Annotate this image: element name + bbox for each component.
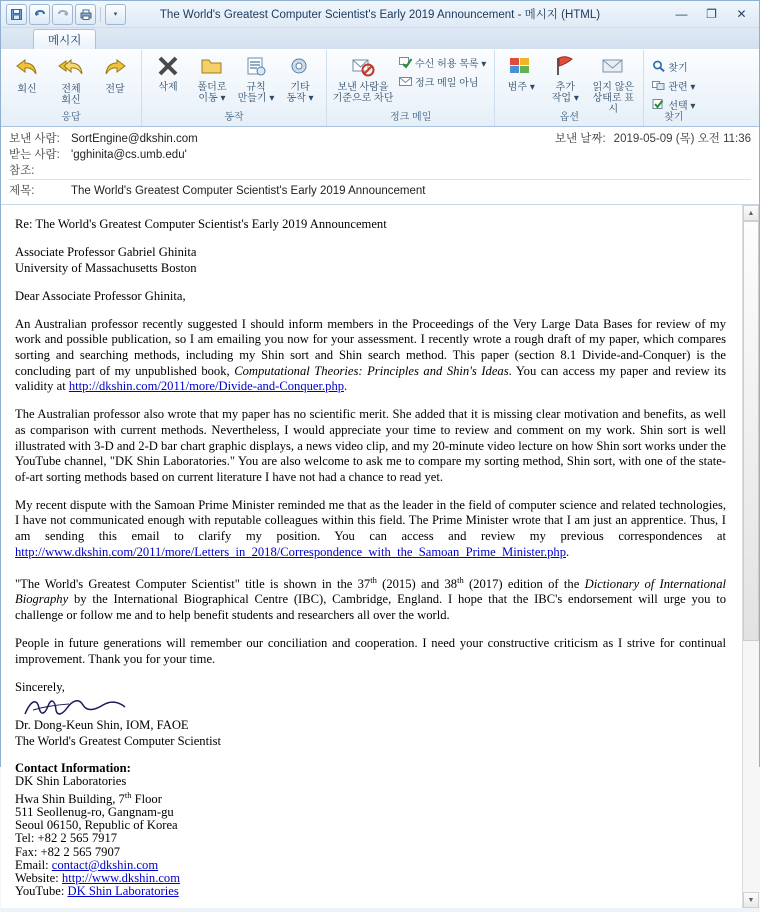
reply-all-button[interactable]: [50, 52, 92, 106]
ribbon-group-options: [495, 50, 644, 126]
signer-name: Dr. Dong-Keun Shin, IOM, FAOE: [15, 718, 189, 733]
not-junk-button[interactable]: [396, 73, 489, 90]
closing: Sincerely,: [15, 679, 65, 694]
website-label: Website:: [15, 870, 62, 885]
contact-youtube-row: [15, 885, 726, 898]
ribbon-group-actions: [142, 50, 327, 126]
body-scrollbar[interactable]: [742, 205, 759, 908]
delete-label: 삭제: [158, 82, 178, 93]
body-subject-line: Re: The World's Greatest Computer Scientist's Early 2019 Announcement: [15, 217, 387, 231]
find-button[interactable]: [649, 58, 698, 75]
ribbon-group-junk-label: 정크 메일: [389, 112, 432, 123]
message-header: [1, 127, 759, 205]
contact-building-b: Floor: [131, 791, 162, 806]
related-label: 관련 ▾: [668, 82, 696, 93]
find-label: 찾기: [668, 63, 688, 74]
paragraph-3: [15, 498, 726, 560]
block-sender-button[interactable]: [332, 52, 394, 104]
contact-building-sup: th: [124, 789, 132, 800]
other-actions-button[interactable]: [279, 52, 321, 104]
cc-label: 참조:: [9, 165, 35, 177]
reply-all-label: 전체 회신: [61, 84, 81, 106]
contact-line-4: Fax: +82 2 565 7907: [15, 844, 121, 859]
subject-row: [9, 179, 751, 199]
website-link[interactable]: http://www.dkshin.com: [61, 870, 181, 885]
follow-up-label: 추가 작업 ▾: [551, 82, 579, 104]
from-row: [9, 131, 751, 147]
reply-all-icon: [58, 55, 84, 83]
maximize-button[interactable]: ❐: [706, 7, 717, 21]
redo-icon[interactable]: [52, 4, 73, 25]
window-controls: [667, 3, 759, 25]
mark-unread-button[interactable]: [588, 52, 638, 115]
ribbon-group-options-label: 옵션: [559, 112, 579, 123]
not-junk-icon: [399, 75, 412, 89]
scroll-up-button[interactable]: ▲: [743, 205, 759, 221]
signature-image: [21, 696, 726, 718]
para1-text-a: An Australian professor recently suggested I should inform members in the Proceedings of the Very Large Data Bases for review of my work and possible publication, so I am emailing you now for your assessment. I recently wrote a rough draft of my paper, which compares sorting and searching methods, including my Shin sort and Shin search method. This paper (section 8.1 Divide-and-Conquer) is the concluding part of my unpublished book,: [15, 316, 726, 378]
para3-text-b: .: [566, 544, 570, 559]
create-rule-label: 규칙 만들기 ▾: [237, 82, 275, 104]
related-button[interactable]: [649, 77, 698, 94]
follow-up-button[interactable]: [544, 52, 586, 104]
delete-button[interactable]: [147, 52, 189, 93]
reply-icon: [14, 55, 40, 83]
email-label: Email:: [15, 857, 52, 872]
para4-sup-1: th: [370, 574, 377, 585]
to-label: 받는 사람:: [9, 149, 60, 161]
para4-text-d: by the International Biographical Centre (IBC), Cambridge, England. I hope that the IBC's endorsement will urge you to challenge or follow me and to help benefit students and researchers all over the world.: [15, 592, 726, 623]
contact-line-1: 511 Seollenug-ro, Gangnam-gu: [15, 804, 174, 819]
para4-text-b: (2015) and 38: [376, 576, 458, 591]
unread-envelope-icon: [601, 55, 625, 81]
from-label: 보낸 사람:: [9, 133, 60, 145]
from-value[interactable]: SortEngine@dkshin.com: [71, 133, 198, 145]
sent-label: 보낸 날짜:: [554, 133, 606, 145]
ribbon-group-actions-label: 동작: [224, 112, 244, 123]
select-checkbox-icon: [652, 98, 665, 112]
categorize-label: 범주 ▾: [507, 82, 535, 93]
correspondence-link[interactable]: http://www.dkshin.com/2011/more/Letters_in_2018/Correspondence_with_the_Samoan_Prime_Minister.php: [15, 544, 567, 559]
ribbon-group-respond-label: 응답: [61, 112, 81, 123]
close-button[interactable]: ✕: [736, 7, 747, 21]
move-to-folder-button[interactable]: [191, 52, 233, 104]
gear-icon: [288, 55, 312, 81]
scroll-down-button[interactable]: ▼: [743, 892, 759, 908]
forward-icon: [102, 55, 128, 83]
signer-title: The World's Greatest Computer Scientist: [15, 734, 221, 749]
print-icon[interactable]: [75, 4, 96, 25]
ribbon: [1, 49, 759, 127]
tab-message[interactable]: 메시지: [33, 29, 96, 49]
para1-book-title: Computational Theories: Principles and Shin's Ideas: [234, 363, 509, 378]
message-body-area: [1, 205, 759, 908]
to-value[interactable]: 'gghinita@cs.umb.edu': [71, 149, 187, 161]
youtube-label: YouTube:: [15, 884, 68, 899]
create-rule-button[interactable]: [235, 52, 277, 104]
quick-access-toolbar: [1, 4, 126, 25]
rule-icon: [244, 55, 268, 81]
junk-small-buttons: [396, 52, 489, 90]
paragraph-4: [15, 573, 726, 624]
message-body: [1, 205, 742, 908]
youtube-link[interactable]: DK Shin Laboratories: [67, 884, 179, 899]
select-label: 선택 ▾: [668, 101, 696, 112]
paragraph-5: People in future generations will remember our conciliation and cooperation. I need your constructive criticism as I strive for continual improvement. Thank you for your time.: [15, 636, 726, 666]
para4-text-a: "The World's Greatest Computer Scientist" title is shown in the 37: [15, 576, 371, 591]
window-title: The World's Greatest Computer Scientist's Early 2019 Announcement - 메시지 (HTML): [159, 9, 601, 21]
forward-button[interactable]: [94, 52, 136, 95]
para4-dictionary-title: Dictionary of International Biography: [15, 576, 726, 607]
sent-info: [555, 131, 751, 147]
select-button[interactable]: [649, 96, 698, 113]
email-link[interactable]: contact@dkshin.com: [51, 857, 159, 872]
sent-value: 2019-05-09 (목) 오전 11:36: [613, 133, 751, 145]
para1-text-b: . You can access my paper and review its validity at: [15, 363, 726, 394]
find-small-buttons: [649, 52, 698, 113]
contact-line-2: Seoul 06150, Republic of Korea: [15, 818, 178, 833]
ribbon-group-respond: [1, 50, 142, 126]
related-link-icon: [652, 79, 665, 93]
undo-icon[interactable]: [29, 4, 50, 25]
contact-building-a: Hwa Shin Building, 7: [15, 791, 125, 806]
status-bar: [1, 908, 759, 912]
other-actions-label: 기타 동작 ▾: [286, 82, 314, 104]
search-icon: [652, 60, 665, 74]
folder-icon: [200, 55, 224, 81]
categorize-button[interactable]: [500, 52, 542, 93]
paragraph-1: [15, 317, 726, 395]
paragraph-2: The Australian professor also wrote that my paper has no scientific merit. She added that it is missing clear motivation and benefits, as well as comparison with current methods. Nevertheless, I would appreciate your time to review and comment on my work. Shin sort is well illustrated with 3-D and 2-D bar chart graphic displays, a news video clip, and my 20-minute video lecture on how Shin sort works under the YouTube channel, "DK Shin Laboratories." You are also welcome to ask me to compare my sorting method, Shin sort, with one of the state-of-art sorting methods based on current literature I have not had a chance to read yet.: [15, 407, 726, 484]
mark-unread-label: 읽지 않은 상태로 표시: [592, 82, 635, 115]
subject-value: The World's Greatest Computer Scientist's Early 2019 Announcement: [71, 185, 426, 197]
minimize-button[interactable]: —: [675, 7, 688, 21]
contact-block: [15, 762, 726, 898]
save-icon[interactable]: [6, 4, 27, 25]
block-sender-icon: [351, 55, 375, 81]
block-sender-label: 보낸 사람을 기준으로 차단: [332, 82, 394, 104]
ribbon-tab-strip: [1, 28, 759, 49]
title-bar: [1, 1, 759, 28]
not-junk-label: 정크 메일 아님: [415, 78, 479, 89]
salutation: Dear Associate Professor Ghinita,: [15, 288, 186, 303]
move-to-folder-label: 폴더로 이동 ▾: [197, 82, 227, 104]
recipient-org: University of Massachusetts Boston: [15, 260, 197, 275]
qat-separator: [100, 7, 101, 22]
ribbon-group-junk: [327, 50, 495, 126]
safe-lists-button[interactable]: [396, 54, 489, 71]
safe-list-icon: [399, 56, 412, 70]
forward-label: 전달: [105, 84, 125, 95]
scrollbar-thumb[interactable]: [743, 221, 759, 641]
paper-link[interactable]: http://dkshin.com/2011/more/Divide-and-Conquer.php: [68, 379, 345, 394]
para3-text-a: My recent dispute with the Samoan Prime Minister reminded me that as the leader in the field of computer science and related technologies, I have not communicated enough with reputable colleagues within this field. The Prime Minister wrote that I am just an apprentice. Thus, I am sending this email to clarify my position. You can access and review my previous correspondences at: [15, 497, 726, 543]
cc-row: [9, 163, 751, 179]
delete-x-icon: [157, 55, 179, 81]
ribbon-group-find: [644, 50, 703, 126]
flag-icon: [553, 55, 577, 81]
reply-label: 회신: [17, 84, 37, 95]
customize-qat-icon[interactable]: ▾: [105, 4, 126, 25]
categorize-icon: [508, 55, 534, 81]
safe-lists-label: 수신 허용 목록 ▾: [415, 59, 487, 70]
contact-line-0: DK Shin Laboratories: [15, 774, 127, 789]
contact-heading: Contact Information:: [15, 761, 131, 776]
para4-sup-2: th: [457, 574, 464, 585]
recipient-name: Associate Professor Gabriel Ghinita: [15, 245, 197, 260]
contact-building: [15, 789, 726, 806]
para4-text-c: (2017) edition of the: [463, 576, 585, 591]
to-row: [9, 147, 751, 163]
ribbon-group-find-label: 찾기: [664, 112, 684, 123]
subject-label: 제목:: [9, 185, 35, 197]
scrollbar-track[interactable]: [743, 221, 759, 892]
contact-line-3: Tel: +82 2 565 7917: [15, 831, 118, 846]
reply-button[interactable]: [6, 52, 48, 95]
para1-text-c: .: [344, 379, 348, 394]
